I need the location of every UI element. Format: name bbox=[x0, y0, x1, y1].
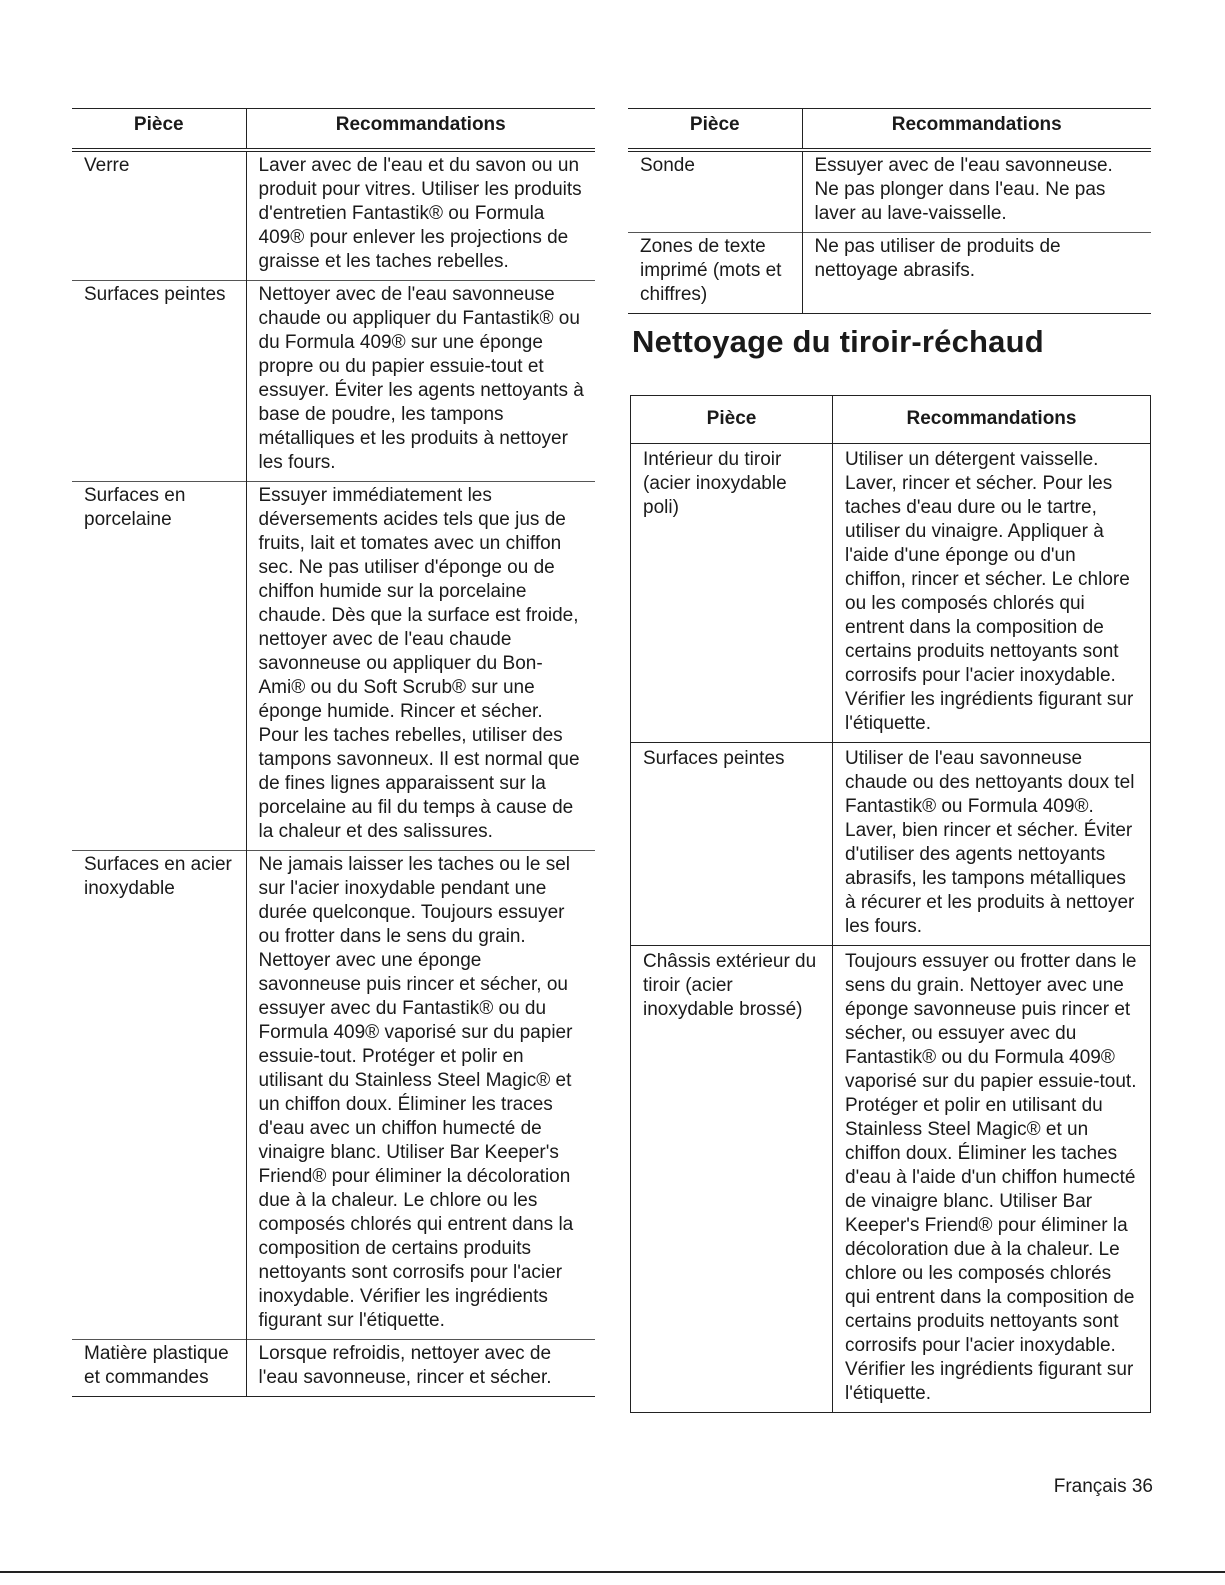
table-row bbox=[72, 482, 595, 851]
table-row bbox=[631, 946, 1151, 1413]
table-row bbox=[72, 281, 595, 482]
row-recommendation: Nettoyer avec de l'eau savonneuse chaude ou appliquer du Fantastik® ou du Formula 409® sur une éponge propre ou du papier essuie-tout et essuyer. Éviter les agents nettoyants à base de poudre, les tampons métalliques et les produits à nettoyer les fours. bbox=[246, 281, 595, 482]
table-header-row bbox=[631, 396, 1151, 444]
row-piece: Châssis extérieur du tiroir (acier inoxydable brossé) bbox=[631, 946, 833, 1413]
column-header-recommandations: Recommandations bbox=[802, 109, 1151, 151]
table-row bbox=[72, 1340, 595, 1397]
row-recommendation: Ne jamais laisser les taches ou le sel sur l'acier inoxydable pendant une durée quelconque. Toujours essuyer ou frotter dans le sens du grain. Nettoyer avec une éponge savonneuse puis rincer et sécher, ou essuyer avec du Fantastik® ou du Formula 409® vaporisé sur du papier essuie-tout. Protéger et polir en utilisant du Stainless Steel Magic® et un chiffon doux. Éliminer les traces d'eau avec un chiffon humecté de vinaigre blanc. Utiliser Bar Keeper's Friend® pour éliminer la décoloration due à la chaleur. Le chlore ou les composés chlorés qui entrent dans la composition de certains produits nettoyants sont corrosifs pour l'acier inoxydable. Vérifier les ingrédients figurant sur l'étiquette. bbox=[246, 851, 595, 1340]
row-recommendation: Utiliser de l'eau savonneuse chaude ou des nettoyants doux tel Fantastik® ou Formula 409®. Laver, bien rincer et sécher. Éviter d'utiliser des agents nettoyants abrasifs, les tampons métalliques à récurer et les produits à nettoyer les fours. bbox=[833, 743, 1151, 946]
page-number: Français 36 bbox=[1053, 1476, 1153, 1497]
row-piece: Surfaces en acier inoxydable bbox=[72, 851, 246, 1340]
column-header-piece: Pièce bbox=[628, 109, 802, 151]
row-piece: Matière plastique et commandes bbox=[72, 1340, 246, 1397]
row-recommendation: Ne pas utiliser de produits de nettoyage abrasifs. bbox=[802, 233, 1151, 314]
section-heading: Nettoyage du tiroir-réchaud bbox=[632, 324, 1044, 359]
row-recommendation: Lorsque refroidis, nettoyer avec de l'eau savonneuse, rincer et sécher. bbox=[246, 1340, 595, 1397]
table-row bbox=[72, 851, 595, 1340]
column-header-piece: Pièce bbox=[72, 109, 246, 151]
row-piece: Intérieur du tiroir (acier inoxydable poli) bbox=[631, 444, 833, 743]
table-row bbox=[628, 150, 1151, 233]
row-piece: Surfaces en porcelaine bbox=[72, 482, 246, 851]
row-recommendation: Toujours essuyer ou frotter dans le sens du grain. Nettoyer avec une éponge savonneuse puis rincer et sécher, ou essuyer avec du Fantastik® ou du Formula 409® vaporisé sur du papier essuie-tout. Protéger et polir en utilisant du Stainless Steel Magic® et un chiffon doux. Éliminer les taches d'eau à l'aide d'un chiffon humecté de vinaigre blanc. Utiliser Bar Keeper's Friend® pour éliminer la décoloration due à la chaleur. Le chlore ou les composés chlorés qui entrent dans la composition de certains produits nettoyants sont corrosifs pour l'acier inoxydable. Vérifier les ingrédients figurant sur l'étiquette. bbox=[833, 946, 1151, 1413]
row-piece: Surfaces peintes bbox=[72, 281, 246, 482]
row-piece: Verre bbox=[72, 150, 246, 281]
table-header-row bbox=[628, 109, 1151, 151]
row-piece: Sonde bbox=[628, 150, 802, 233]
table-row bbox=[72, 150, 595, 281]
right-top-cleaning-table bbox=[628, 108, 1151, 314]
warming-drawer-table bbox=[630, 395, 1151, 1413]
row-recommendation: Essuyer avec de l'eau savonneuse. Ne pas plonger dans l'eau. Ne pas laver au lave-vaisselle. bbox=[814, 155, 1113, 224]
table-row bbox=[628, 233, 1151, 314]
left-cleaning-table bbox=[72, 108, 595, 1397]
table-row bbox=[631, 743, 1151, 946]
column-header-recommandations: Recommandations bbox=[246, 109, 595, 151]
table-header-row bbox=[72, 109, 595, 151]
row-recommendation: Laver avec de l'eau et du savon ou un produit pour vitres. Utiliser les produits d'entretien Fantastik® ou Formula 409® pour enlever les projections de graisse et les taches rebelles. bbox=[258, 155, 582, 272]
column-header-recommandations: Recommandations bbox=[833, 396, 1151, 444]
row-recommendation: Utiliser un détergent vaisselle. Laver, rincer et sécher. Pour les taches d'eau dure ou le tartre, utiliser du vinaigre. Appliquer à l'aide d'une éponge ou d'un chiffon, rincer et sécher. Le chlore ou les composés chlorés qui entrent dans la composition de certains produits nettoyants sont corrosifs pour l'acier inoxydable. Vérifier les ingrédients figurant sur l'étiquette. bbox=[833, 444, 1151, 743]
bottom-divider bbox=[0, 1571, 1225, 1573]
table-row bbox=[631, 444, 1151, 743]
row-piece: Zones de texte imprimé (mots et chiffres) bbox=[628, 233, 802, 314]
row-recommendation: Essuyer immédiatement les déversements acides tels que jus de fruits, lait et tomates avec un chiffon sec. Ne pas utiliser d'éponge ou de chiffon humide sur la porcelaine chaude. Dès que la surface est froide, nettoyer avec de l'eau chaude savonneuse ou appliquer du Bon-Ami® ou du Soft Scrub® sur une éponge humide. Rincer et sécher. Pour les taches rebelles, utiliser des tampons savonneux. Il est normal que de fines lignes apparaissent sur la porcelaine au fil du temps à cause de la chaleur et des salissures. bbox=[246, 482, 595, 851]
row-piece: Surfaces peintes bbox=[631, 743, 833, 946]
column-header-piece: Pièce bbox=[631, 396, 833, 444]
